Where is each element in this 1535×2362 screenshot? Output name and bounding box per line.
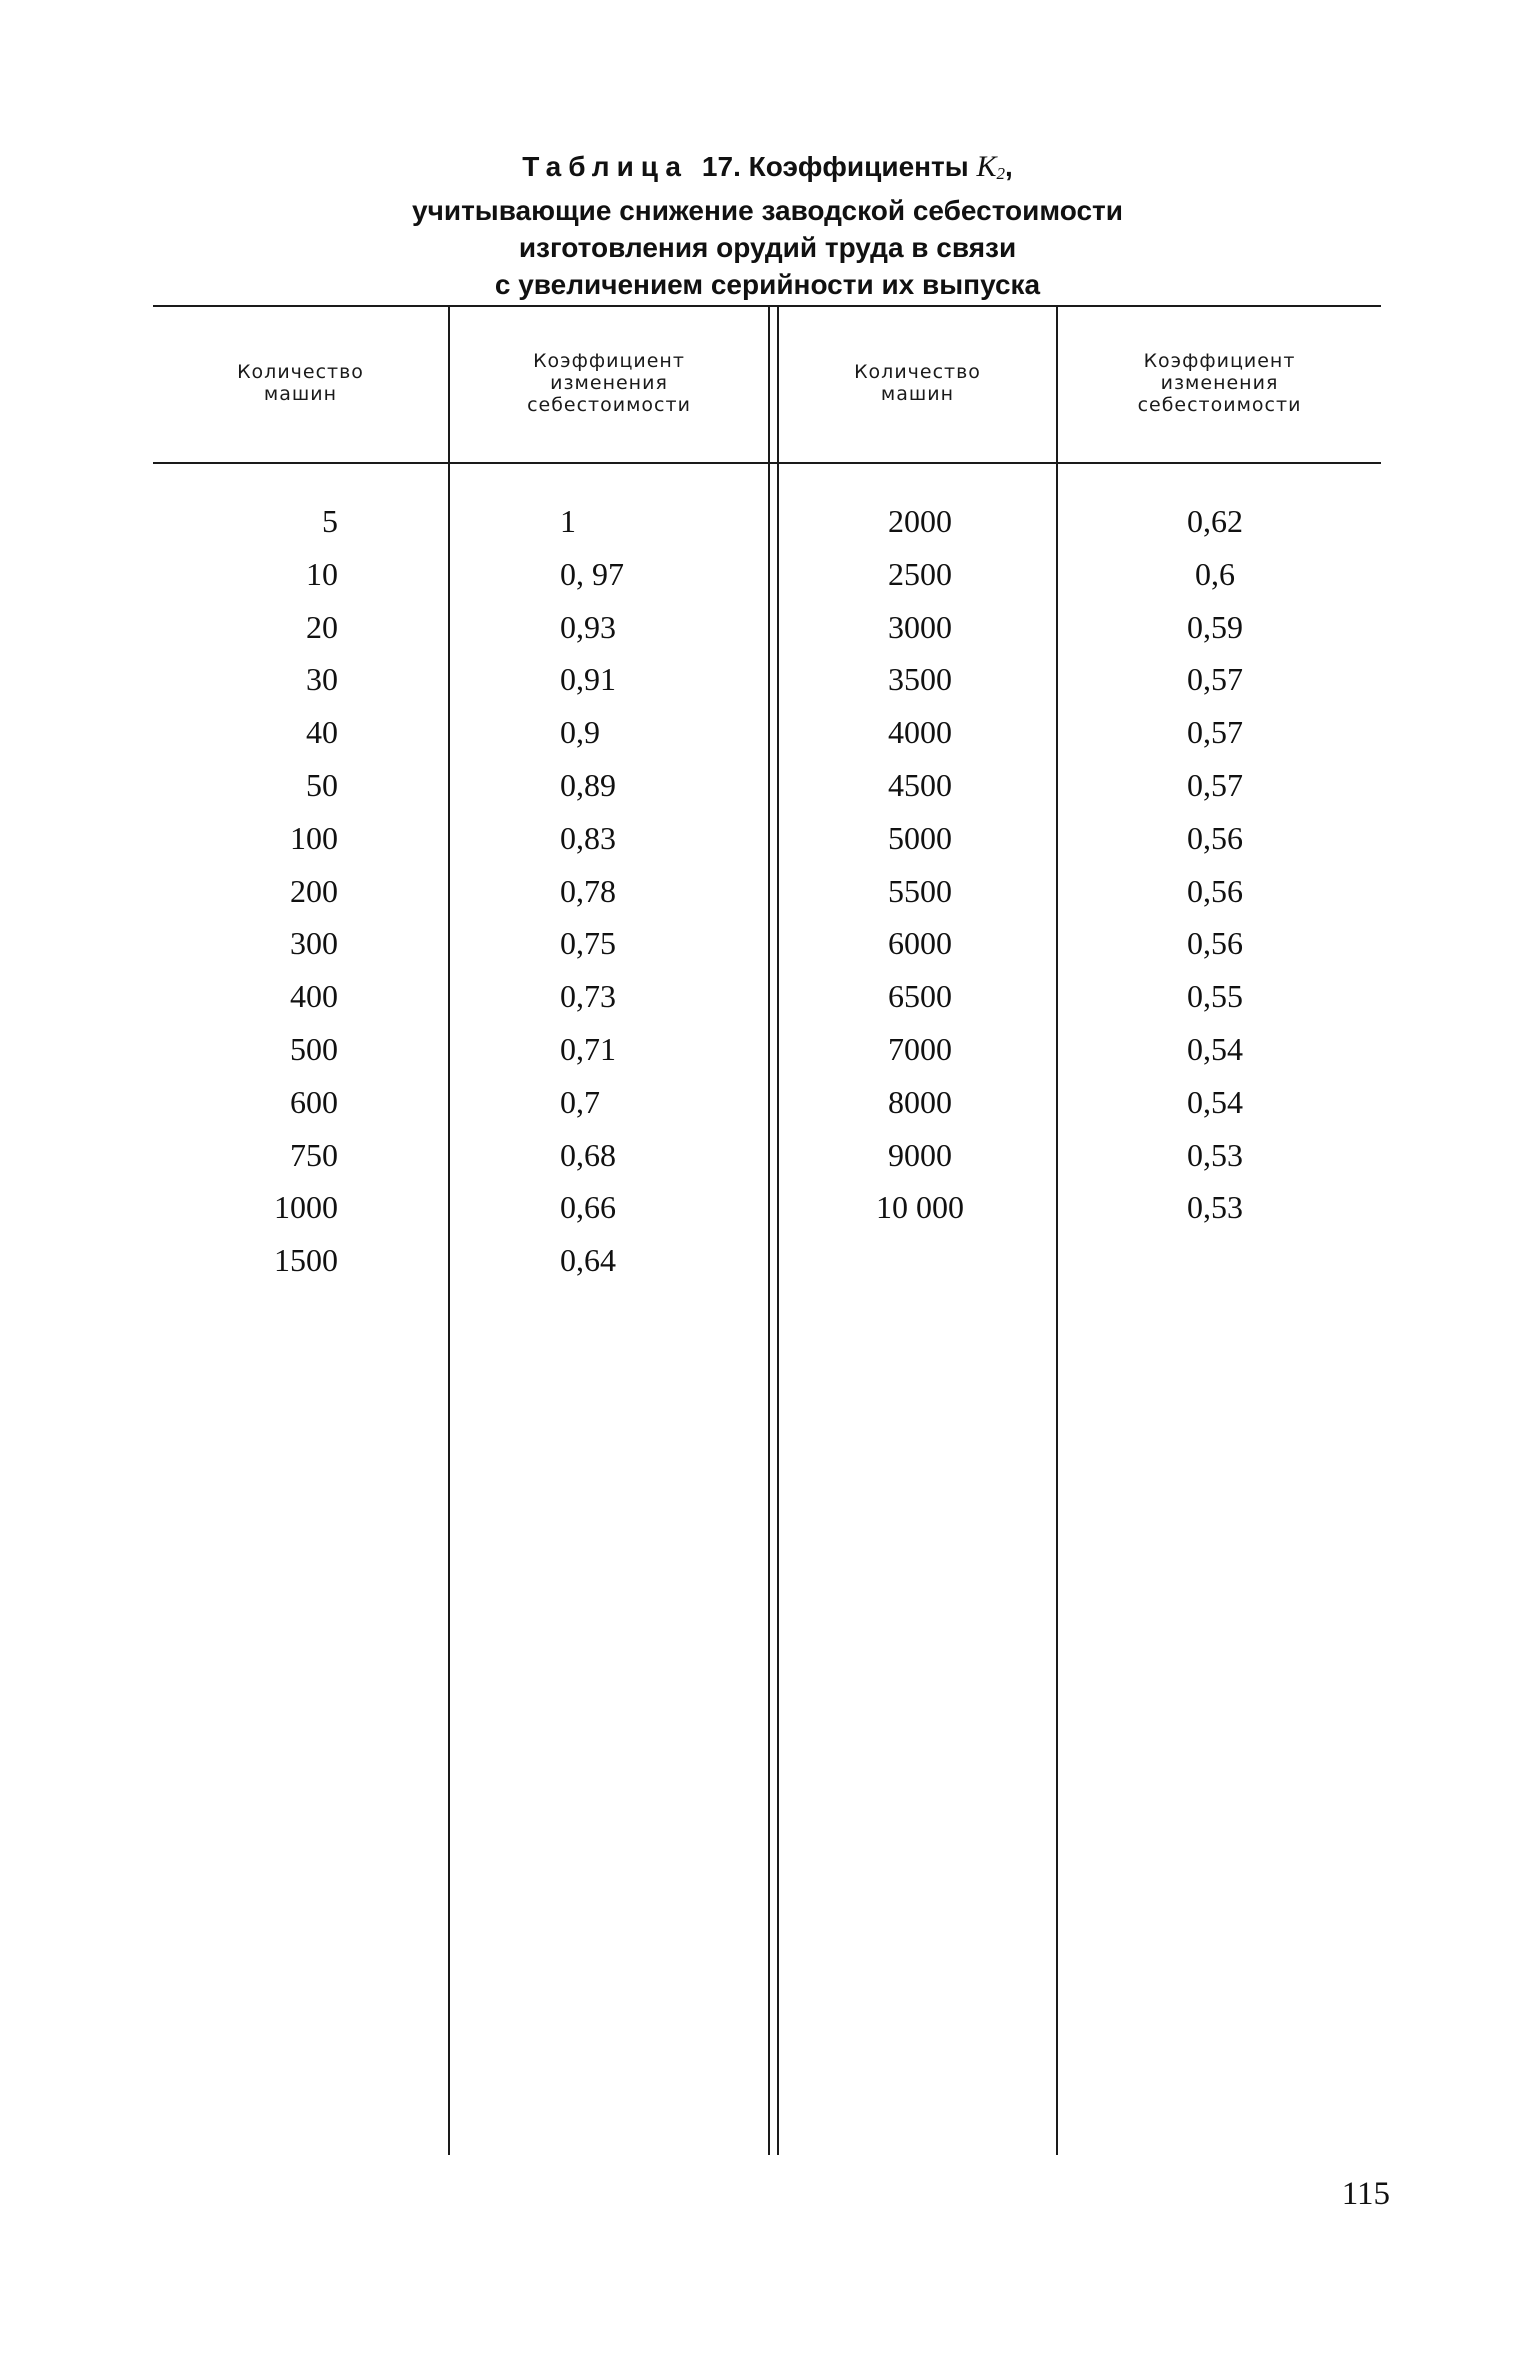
table-cell: 600 — [290, 1083, 338, 1120]
header-text: себестоимости — [1137, 394, 1302, 416]
table-cell: 0,83 — [560, 819, 616, 856]
table-cell: 9000 — [888, 1136, 952, 1173]
table-cell: 0,73 — [560, 978, 616, 1015]
header-text: Количество — [237, 361, 364, 383]
header-right-coefficient — [1058, 308, 1381, 458]
table-cell: 6500 — [888, 978, 952, 1015]
table-cell: 4500 — [888, 766, 952, 803]
left-quantity-column — [150, 499, 338, 1291]
table-cell: 5000 — [888, 819, 952, 856]
table-cell: 6000 — [888, 925, 952, 962]
table-cell: 500 — [290, 1030, 338, 1067]
table-cell: 0,53 — [1187, 1136, 1243, 1173]
table-cell: 0,55 — [1187, 978, 1243, 1015]
table-top-rule — [153, 305, 1381, 307]
column-divider-3 — [1056, 305, 1058, 2155]
right-coefficient-column — [1150, 499, 1280, 1238]
header-left-coefficient — [450, 308, 768, 458]
table-cell: 0,78 — [560, 872, 616, 909]
table-cell: 4000 — [888, 714, 952, 751]
caption-symbol-sub: 2 — [996, 164, 1005, 183]
header-bottom-rule — [153, 462, 1381, 464]
caption-line-4: с увеличением серийности их выпуска — [494, 269, 1041, 300]
table-cell: 0,68 — [560, 1136, 616, 1173]
table-cell: 5500 — [888, 872, 952, 909]
caption-number: 17. — [701, 151, 741, 182]
table-cell: 1 — [560, 503, 576, 539]
table-cell: 0,71 — [560, 1030, 616, 1067]
table-cell: 0,91 — [560, 661, 616, 698]
caption-line-2: учитывающие снижение заводской себестоимости — [412, 195, 1123, 226]
table-cell: 7000 — [888, 1030, 952, 1067]
table-cell: 200 — [290, 872, 338, 909]
table-cell: 100 — [290, 819, 338, 856]
table-cell: 0,54 — [1187, 1083, 1243, 1120]
header-text: изменения — [1160, 372, 1279, 394]
table-cell: 5 — [322, 503, 338, 539]
table-cell: 0,56 — [1187, 872, 1243, 909]
header-text: машин — [263, 383, 338, 405]
header-right-quantity — [779, 308, 1056, 458]
table-cell: 2000 — [888, 503, 952, 539]
header-text: Коэффициент — [1143, 350, 1296, 372]
table-cell: 0, 97 — [560, 555, 624, 592]
table-cell: 0,54 — [1187, 1030, 1243, 1067]
table-cell: 400 — [290, 978, 338, 1015]
table-cell: 50 — [306, 766, 338, 803]
caption-line-3: изготовления орудий труда в связи — [518, 232, 1017, 263]
table-cell: 3000 — [888, 608, 952, 645]
table-cell: 40 — [306, 714, 338, 751]
table-cell: 300 — [290, 925, 338, 962]
table-cell: 0,56 — [1187, 925, 1243, 962]
table-cell: 0,59 — [1187, 608, 1243, 645]
table-cell: 10 — [306, 555, 338, 592]
table-cell: 0,64 — [560, 1242, 616, 1279]
caption-line-1 — [150, 148, 1385, 192]
column-divider-1 — [448, 305, 450, 2155]
table-cell: 0,6 — [1195, 555, 1235, 592]
center-double-rule-left — [768, 305, 770, 2155]
table-cell: 10 000 — [876, 1189, 964, 1226]
header-text: Коэффициент — [533, 350, 685, 372]
header-text: машин — [880, 383, 955, 405]
center-double-rule-right — [777, 305, 779, 2155]
header-text: себестоимости — [527, 394, 691, 416]
table-cell: 20 — [306, 608, 338, 645]
table-cell: 1500 — [274, 1242, 338, 1279]
table-cell: 0,93 — [560, 608, 616, 645]
caption-symbol-trail: , — [1004, 151, 1013, 182]
table-cell: 3500 — [888, 661, 952, 698]
table-cell: 2500 — [888, 555, 952, 592]
left-coefficient-column — [560, 499, 760, 1291]
table-cell: 0,66 — [560, 1189, 616, 1226]
table-cell: 0,89 — [560, 766, 616, 803]
caption-title-start: Коэффициенты — [748, 151, 969, 182]
table-cell: 0,56 — [1187, 819, 1243, 856]
header-left-quantity — [153, 308, 448, 458]
table-cell: 0,7 — [560, 1083, 600, 1120]
caption-symbol — [976, 150, 1005, 183]
table-cell: 30 — [306, 661, 338, 698]
table-caption — [150, 148, 1385, 303]
table-cell: 0,57 — [1187, 766, 1243, 803]
table-cell: 750 — [290, 1136, 338, 1173]
table-cell: 0,62 — [1187, 503, 1243, 539]
table-cell: 1000 — [274, 1189, 338, 1226]
caption-label: Таблица — [522, 151, 688, 182]
table-cell: 0,53 — [1187, 1189, 1243, 1226]
table-cell: 8000 — [888, 1083, 952, 1120]
caption-symbol-main: K — [976, 150, 997, 183]
table-cell: 0,57 — [1187, 714, 1243, 751]
table-cell: 0,9 — [560, 714, 600, 751]
header-text: Количество — [854, 361, 981, 383]
page-number: 115 — [1341, 2176, 1390, 2212]
right-quantity-column — [820, 499, 1020, 1238]
table-cell: 0,57 — [1187, 661, 1243, 698]
header-text: изменения — [550, 372, 668, 394]
table-cell: 0,75 — [560, 925, 616, 962]
